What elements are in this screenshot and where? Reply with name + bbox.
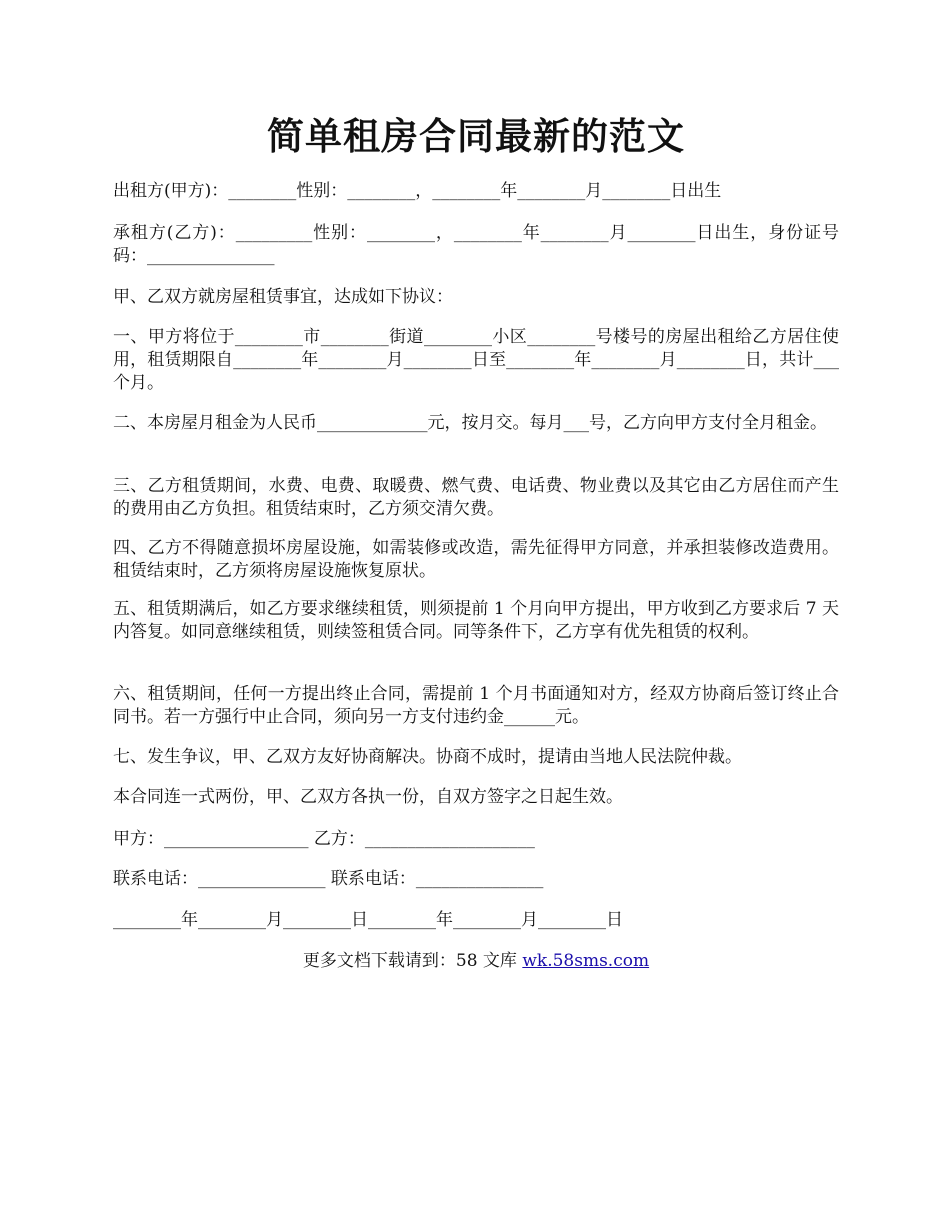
- paragraph-clause-2: 二、本房屋月租金为人民币_____________元，按月交。每月___号，乙方向甲方支付全月租金。: [113, 413, 827, 433]
- download-footer: [113, 950, 839, 973]
- paragraph-clause-1: 一、甲方将位于________市________街道________小区________号楼号的房屋出租给乙方居住使用，租赁期限自________年________月________日至________年________月________日，共计___个月。: [113, 327, 839, 393]
- paragraph-agreement-intro: 甲、乙双方就房屋租赁事宜，达成如下协议：: [113, 287, 453, 307]
- paragraph-phones: 联系电话：_______________ 联系电话：_______________: [113, 869, 544, 889]
- paragraph-clause-3: 三、乙方租赁期间，水费、电费、取暖费、燃气费、电话费、物业费以及其它由乙方居住而产生的费用由乙方负担。租赁结束时，乙方须交清欠费。: [113, 476, 839, 519]
- paragraph-lessee-info: 承租方(乙方)：_________性别：________，________年________月________日出生，身份证号码：_______________: [113, 223, 839, 266]
- paragraph-clause-7: 七、发生争议，甲、乙双方友好协商解决。协商不成时，提请由当地人民法院仲裁。: [113, 747, 742, 767]
- paragraph-effectiveness: 本合同连一式两份，甲、乙双方各执一份，自双方签字之日起生效。: [113, 787, 623, 807]
- paragraph-clause-5: 五、租赁期满后，如乙方要求继续租赁，则须提前 1 个月向甲方提出，甲方收到乙方要求后 7 天内答复。如同意继续租赁，则续签租赁合同。同等条件下，乙方享有优先租赁的权利。: [113, 599, 839, 642]
- paragraph-clause-6: 六、租赁期间，任何一方提出终止合同，需提前 1 个月书面通知对方，经双方协商后签订终止合同书。若一方强行中止合同，须向另一方支付违约金______元。: [113, 684, 839, 727]
- document-title: 简单租房合同最新的范文: [267, 114, 685, 158]
- paragraph-lessor-info: 出租方(甲方)：________性别：________，________年________月________日出生: [113, 181, 722, 201]
- footer-link[interactable]: wk.58sms.com: [522, 951, 650, 971]
- paragraph-signatures: 甲方：_________________ 乙方：____________________: [113, 829, 535, 849]
- footer-prefix: 更多文档下载请到：58 文库: [302, 951, 523, 971]
- paragraph-clause-4: 四、乙方不得随意损坏房屋设施，如需装修或改造，需先征得甲方同意，并承担装修改造费用。租赁结束时，乙方须将房屋设施恢复原状。: [113, 538, 839, 581]
- paragraph-dates: ________年________月________日________年________月________日: [113, 910, 623, 930]
